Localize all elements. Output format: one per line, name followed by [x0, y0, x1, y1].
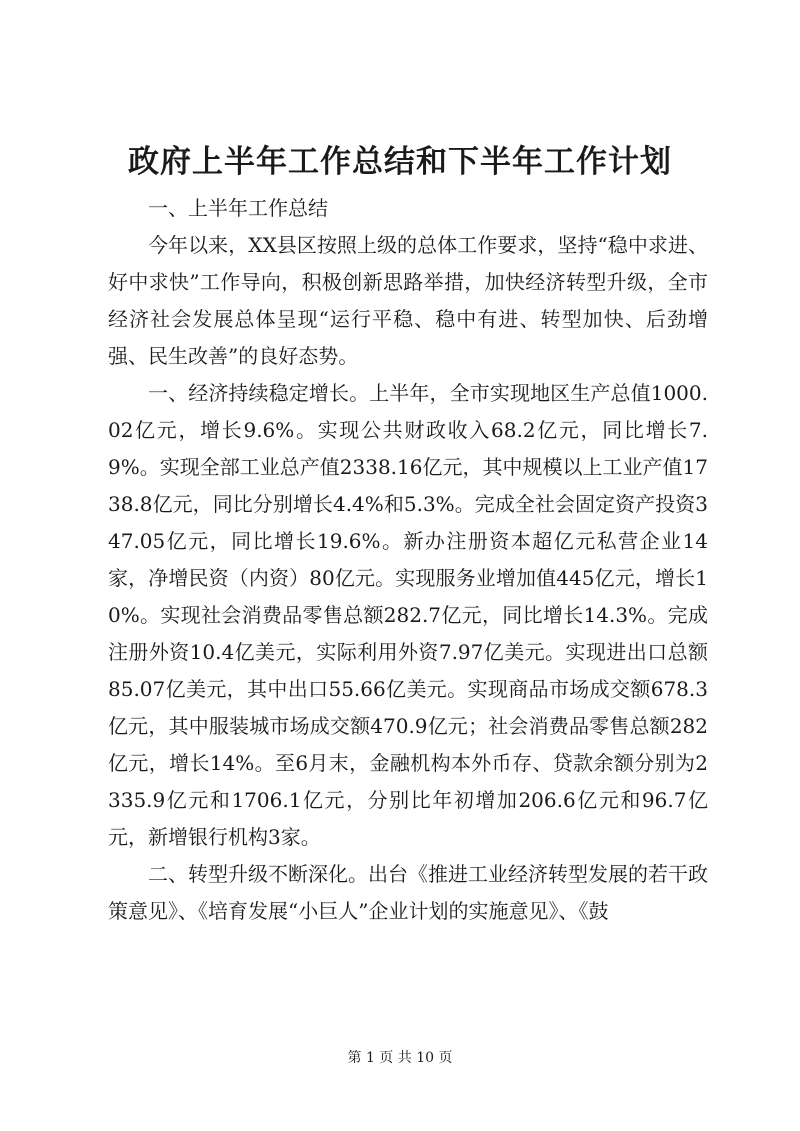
page-footer — [0, 1048, 800, 1068]
transformation-paragraph: 二、转型升级不断深化。出台《推进工业经济转型发展的若干政策意见》、《培育发展“小巨人”企业计划的实施意见》、《鼓 — [108, 862, 708, 923]
section-heading: 一、上半年工作总结 — [148, 196, 328, 220]
intro-paragraph: 今年以来，XX县区按照上级的总体工作要求，坚持“稳中求进、好中求快”工作导向，积极创新思路举措，加快经济转型升级，全市经济社会发展总体呈现“运行平稳、稳中有进、转型加快、后劲增强、民生改善”的良好态势。 — [108, 233, 708, 368]
document-title: 政府上半年工作总结和下半年工作计划 — [128, 144, 672, 180]
document-body — [108, 190, 708, 930]
page-total: 共 10 页 — [397, 1050, 453, 1066]
economic-growth-paragraph: 一、经济持续稳定增长。上半年，全市实现地区生产总值1000.02亿元，增长9.6%。实现公共财政收入68.2亿元，同比增长7.9%。实现全部工业总产值2338.16亿元，其中规模以上工业产值1738.8亿元，同比分别增长4.4%和5.3%。完成全社会固定资产投资347.05亿元，同比增长19.6%。新办注册资本超亿元私营企业14家，净增民资（内资）80亿元。实现服务业增加值445亿元，增长10%。实现社会消费品零售总额282.7亿元，同比增长14.3%。完成注册外资10.4亿美元，实际利用外资7.97亿美元。实现进出口总额85.07亿美元，其中出口55.66亿美元。实现商品市场成交额678.3亿元，其中服装城市场成交额470.9亿元；社会消费品零售总额282亿元，增长14%。至6月末，金融机构本外币存、贷款余额分别为2335.9亿元和1706.1亿元，分别比年初增加206.6亿元和96.7亿元，新增银行机构3家。 — [108, 381, 708, 849]
page-number: 第 1 页 — [347, 1050, 394, 1066]
